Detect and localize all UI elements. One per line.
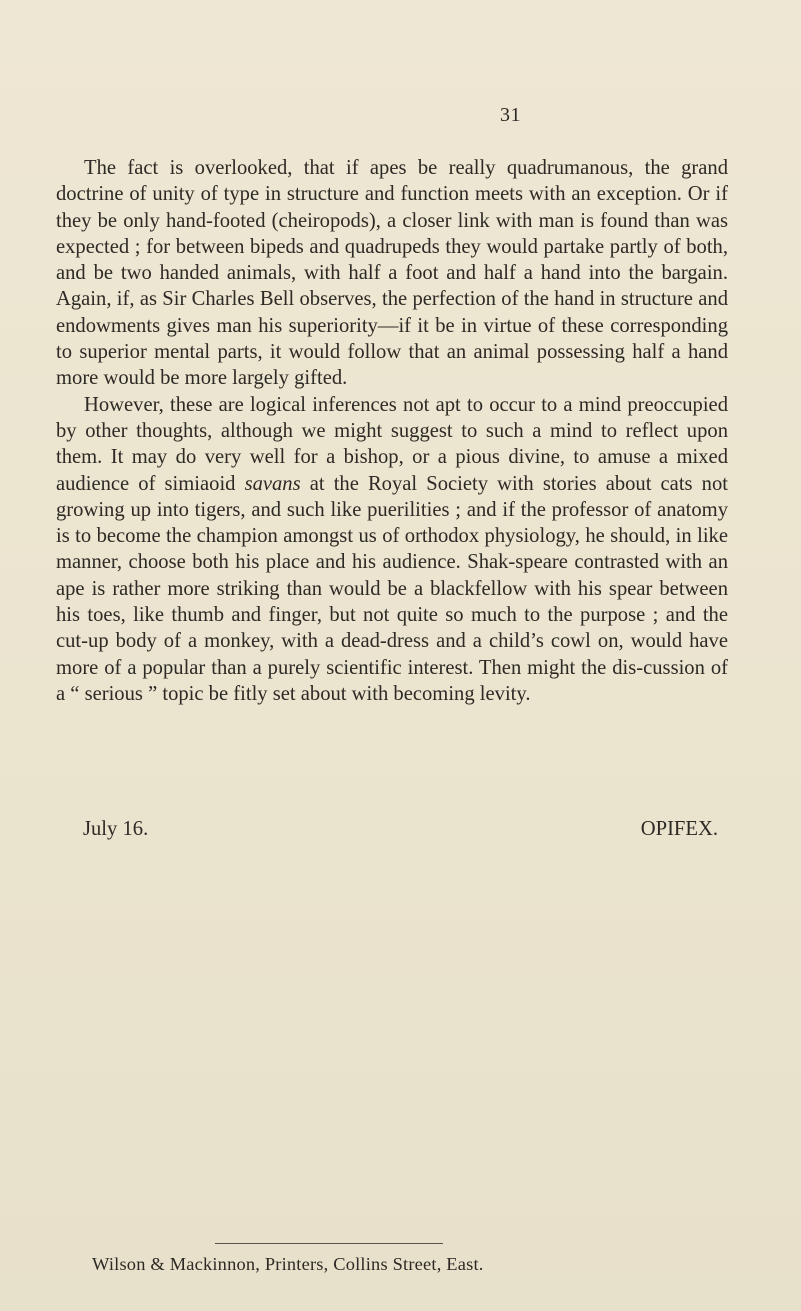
italic-term: savans (244, 472, 301, 495)
paragraph-1 (56, 155, 728, 392)
imprint-rule (215, 1243, 443, 1244)
signoff-date: July 16. (83, 818, 149, 840)
body-text (56, 155, 728, 707)
paragraph-2 (56, 392, 728, 708)
paragraph-2-text-b: at the Royal Society with stories about cats not growing up into tigers, and such like puerilities ; and if the professor of anatomy is to become the champion amongst us of orthodox physiology, he should, in like manner, choose both his place and his audience. Shak-speare contrasted with an ape is rather more striking than would be a blackfellow with his spear between his toes, like thumb and finger, but not quite so much to the purpose ; and the cut-up body of a monkey, with a dead-dress and a child’s cowl on, would have more of a popular than a purely scientific interest. Then might the dis-cussion of a “ serious ” topic be fitly set about with becoming levity. (56, 472, 728, 705)
paragraph-2-text-a: However, these are logical inferences not apt to occur to a mind preoccupied by other thoughts, although we might suggest to such a mind to reflect upon them. It may do very well for a bishop, or a pious divine, to amuse a mixed audience of simiaoid (56, 393, 728, 495)
paragraph-1-text: The fact is overlooked, that if apes be really quadrumanous, the grand doctrine of unity of type in structure and function meets with an exception. Or if they be only hand-footed (cheiropods), a closer link with man is found than was expected ; for between bipeds and quadrupeds they would partake partly of both, and be two handed animals, with half a foot and half a hand into the bargain. Again, if, as Sir Charles Bell observes, the perfection of the hand in structure and endowments gives man his superiority—if it be in virtue of these corresponding to superior mental parts, it would follow that an animal possessing half a hand more would be more largely gifted. (56, 157, 728, 390)
signoff-author: OPIFEX. (640, 818, 718, 840)
printer-imprint: Wilson & Mackinnon, Printers, Collins Street, East. (92, 1254, 484, 1274)
page-number: 31 (500, 104, 521, 126)
signoff (83, 818, 718, 841)
